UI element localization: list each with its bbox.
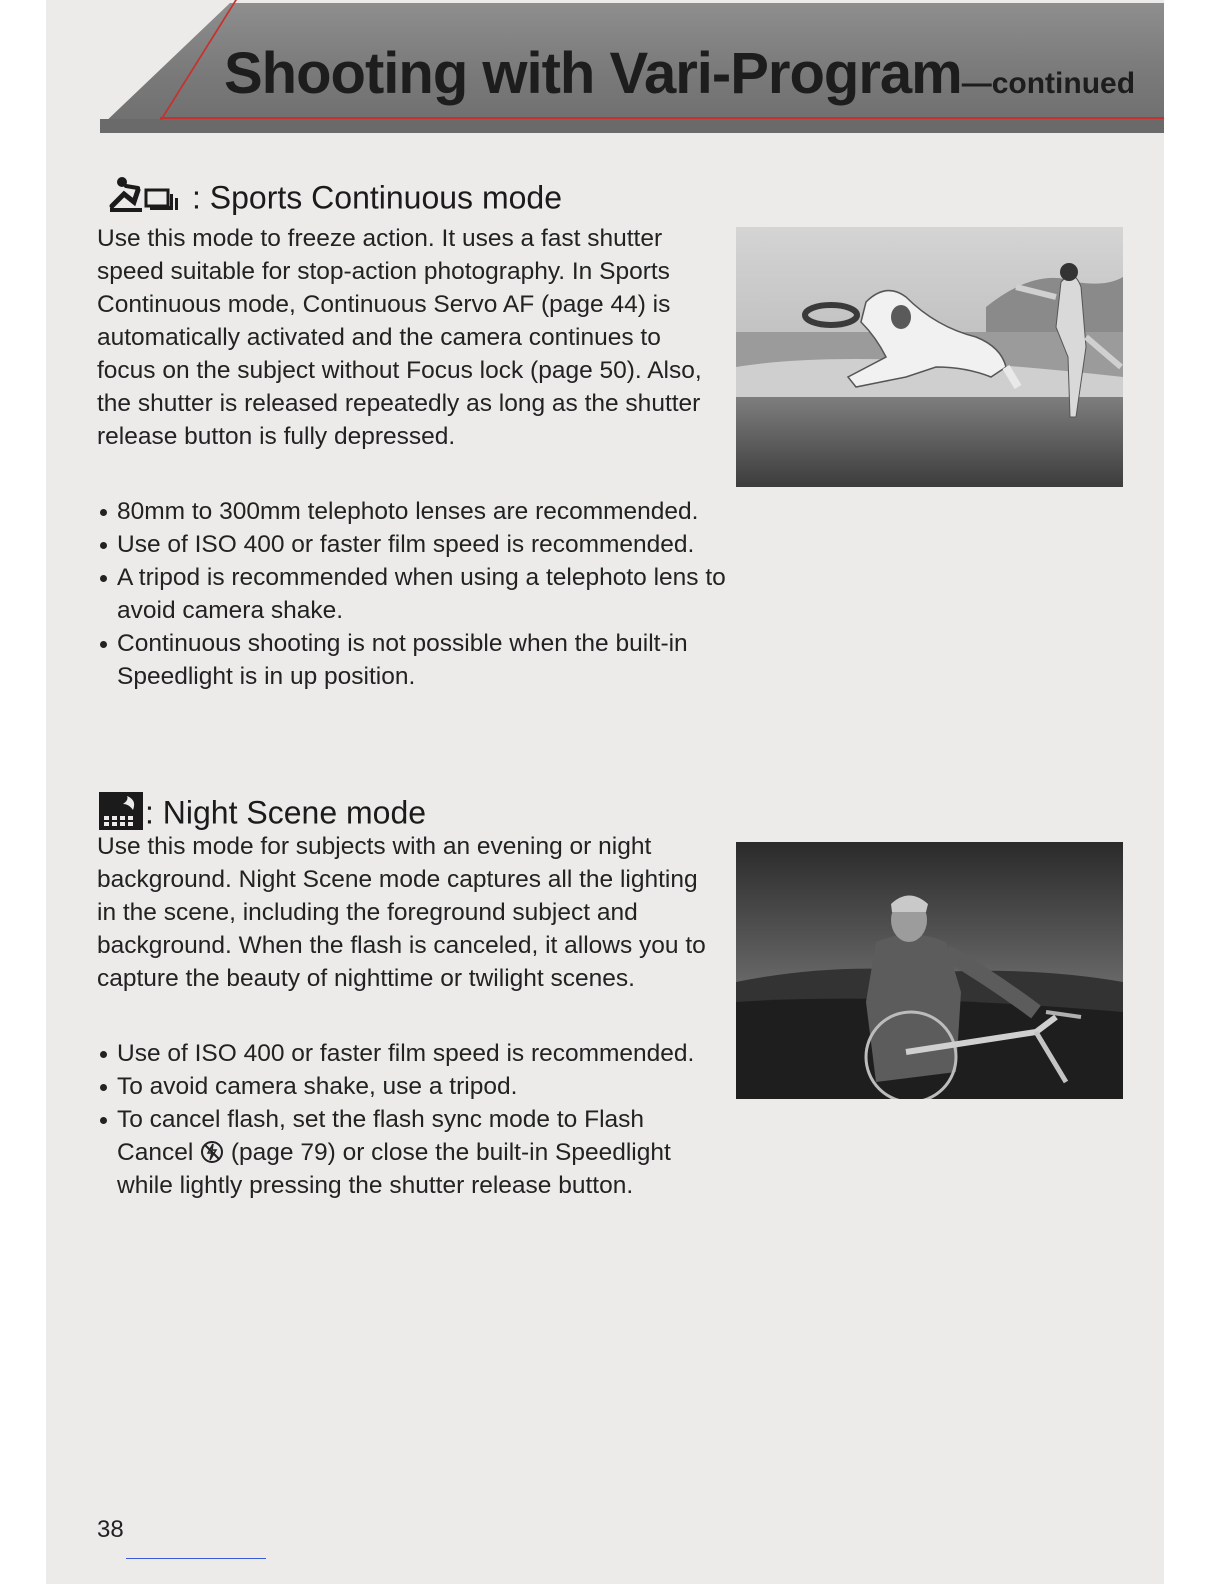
sports-heading — [108, 176, 562, 224]
list-item: Use of ISO 400 or faster film speed is recommended. — [97, 1037, 722, 1070]
list-item-text: (page 79) or close the built-in Speedlight while lightly pressing the shutter release button. — [117, 1139, 671, 1199]
header-shadow — [100, 119, 1164, 133]
list-item: A tripod is recommended when using a telephoto lens to avoid camera shake. — [97, 561, 727, 627]
footer-link-underline — [126, 1558, 266, 1559]
title-continued: —continued — [961, 67, 1136, 100]
night-description: Use this mode for subjects with an evening or night background. Night Scene mode captures all the lighting in the scene, including the foreground subject and background. When the flash is canceled, it allows you to capture the beauty of nighttime or twilight scenes. — [97, 833, 706, 992]
sports-bullet-list — [97, 495, 727, 693]
list-item: Use of ISO 400 or faster film speed is recommended. — [97, 528, 727, 561]
flash-cancel-icon — [200, 1140, 224, 1164]
list-item-text: To cancel flash, set the flash sync mode to Flash Cancel — [117, 1106, 645, 1166]
list-item: To avoid camera shake, use a tripod. — [97, 1070, 722, 1103]
night-bullet-list — [97, 1037, 722, 1202]
sports-description: Use this mode to freeze action. It uses a fast shutter speed suitable for stop-action photography. In Sports Continuous mode, Continuous Servo AF (page 44) is automatically activated and the camera continues to focus on the subject without Focus lock (page 50). Also, the shutter is released repeatedly as long as the shutter release button is fully depressed. — [97, 225, 702, 450]
list-item — [97, 1103, 722, 1202]
page-title — [224, 40, 1135, 120]
title-main: Shooting with Vari-Program — [224, 41, 962, 106]
page-number: 38 — [97, 1516, 124, 1543]
sports-continuous-icon — [108, 176, 192, 224]
night-heading-text: : Night Scene mode — [145, 794, 427, 831]
list-item: 80mm to 300mm telephoto lenses are recommended. — [97, 495, 727, 528]
night-bicycle-photo — [736, 842, 1123, 1099]
list-item: Continuous shooting is not possible when the built-in Speedlight is in up position. — [97, 627, 727, 693]
sports-heading-text: : Sports Continuous mode — [192, 179, 562, 216]
dog-frisbee-photo — [736, 227, 1123, 487]
